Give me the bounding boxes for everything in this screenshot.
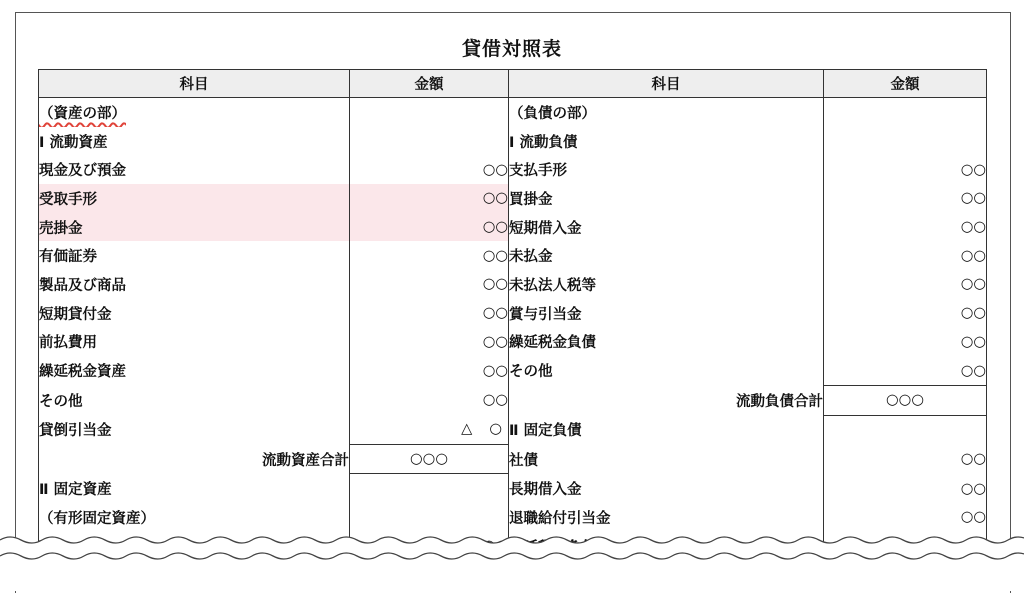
asset-item-amount-highlighted: ○○ — [350, 213, 509, 242]
table-header-row — [39, 70, 987, 98]
table-row — [39, 299, 987, 328]
liability-item-amount: ○○ — [824, 444, 987, 474]
table-row — [39, 213, 987, 242]
liability-item-label: 社債 — [509, 444, 824, 474]
asset-item-label-highlighted: 売掛金 — [39, 213, 350, 242]
liability-item-amount: ○○ — [824, 213, 987, 242]
document-title: 貸借対照表 — [461, 38, 562, 60]
torn-edge-graphic — [0, 520, 1024, 591]
table-row — [39, 356, 987, 385]
asset-item-amount: ○○ — [350, 328, 509, 357]
header-item-left: 科目 — [39, 70, 350, 98]
balance-sheet-table — [38, 69, 987, 561]
liability-item-label: その他 — [509, 356, 824, 385]
asset-item-label: 製品及び商品 — [39, 270, 350, 299]
liability-item-amount: ○○ — [824, 270, 987, 299]
asset-item-label-highlighted: 受取手形 — [39, 184, 350, 213]
liability-item-amount: ○○ — [824, 184, 987, 213]
fixed-assets-heading: Ⅱ 固定資産 — [39, 474, 350, 503]
asset-item-label: 有価証券 — [39, 241, 350, 270]
header-amount-left: 金額 — [350, 70, 509, 98]
torn-edge-fill — [0, 537, 1024, 591]
table-row — [39, 415, 987, 444]
current-liabilities-heading: Ⅰ 流動負債 — [509, 127, 824, 156]
allowance-amount: △ ○ — [350, 415, 509, 444]
asset-item-label: 前払費用 — [39, 328, 350, 357]
current-liabilities-total-amount: ○○○ — [824, 385, 987, 415]
asset-item-amount: ○○ — [350, 299, 509, 328]
liability-item-label: 賞与引当金 — [509, 299, 824, 328]
liability-item-label: 未払金 — [509, 241, 824, 270]
liability-item-amount: ○○ — [824, 241, 987, 270]
current-assets-total-amount: ○○○ — [350, 444, 509, 474]
liability-item-label: 繰延税金負債 — [509, 328, 824, 357]
table-row — [39, 127, 987, 156]
asset-item-label: 短期貸付金 — [39, 299, 350, 328]
asset-item-amount: ○○ — [350, 241, 509, 270]
table-row — [39, 328, 987, 357]
liability-item-amount: ○○ — [824, 356, 987, 385]
assets-section-label: （資産の部） — [39, 98, 350, 127]
table-row — [39, 270, 987, 299]
liabilities-section-label: （負債の部） — [509, 98, 824, 127]
asset-item-label: 貸倒引当金 — [39, 415, 350, 444]
liability-item-label: 支払手形 — [509, 155, 824, 184]
asset-item-amount: ○○ — [350, 385, 509, 415]
current-assets-heading: Ⅰ 流動資産 — [39, 127, 350, 156]
current-liabilities-total-label: 流動負債合計 — [509, 385, 824, 415]
liability-item-amount: ○○ — [824, 328, 987, 357]
asset-item-label: その他 — [39, 385, 350, 415]
liability-item-amount: ○○ — [824, 503, 987, 532]
table-row — [39, 98, 987, 127]
tangible-assets-heading: （有形固定資産） — [39, 503, 350, 532]
liability-item-amount: ○○ — [824, 155, 987, 184]
table-row — [39, 474, 987, 503]
table-row — [39, 385, 987, 415]
table-row — [39, 184, 987, 213]
table-row — [39, 241, 987, 270]
current-assets-total-label: 流動資産合計 — [39, 444, 350, 474]
header-item-right: 科目 — [509, 70, 824, 98]
asset-item-label: 繰延税金資産 — [39, 356, 350, 385]
liability-item-amount: ○○ — [824, 474, 987, 503]
table-row — [39, 444, 987, 474]
liability-item-label: 退職給付引当金 — [509, 503, 824, 532]
asset-item-amount: ○○ — [350, 155, 509, 184]
asset-item-label: 現金及び預金 — [39, 155, 350, 184]
liability-item-label: 未払法人税等 — [509, 270, 824, 299]
asset-item-amount: ○○ — [350, 270, 509, 299]
header-amount-right: 金額 — [824, 70, 987, 98]
table-row — [39, 155, 987, 184]
liability-item-label: 長期借入金 — [509, 474, 824, 503]
fixed-liabilities-heading: Ⅱ 固定負債 — [509, 415, 824, 444]
asset-item-amount: ○○ — [350, 356, 509, 385]
liability-item-amount: ○○ — [824, 299, 987, 328]
liability-item-label: 買掛金 — [509, 184, 824, 213]
asset-item-amount-highlighted: ○○ — [350, 184, 509, 213]
liability-item-label: 短期借入金 — [509, 213, 824, 242]
